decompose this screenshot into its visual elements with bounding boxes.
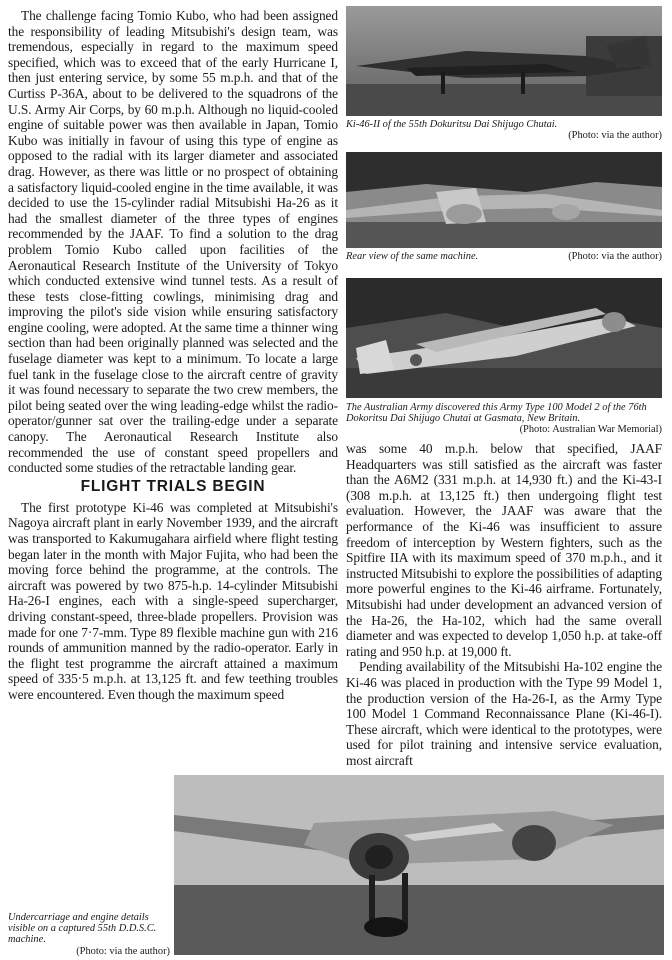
caption-text: The Australian Army discovered this Army Type 100 Model 2 of the 76th Dokoritsu Dai Shijugo Chutai at Gasmata, New Britain. — [346, 402, 647, 425]
photo-caption — [346, 251, 662, 262]
photo-aircraft-rear-view — [346, 152, 662, 248]
body-paragraph: Pending availability of the Mitsubishi Ha-102 engine the Ki-46 was placed in production with the Type 99 Model 1, the production version of the Ha-26-I, as the Army Type 100 Model 1 Command Reconnaissance Plane (Ki-46-I). These aircraft, which were identical to the prototypes, were used for pilot training and intensive service evaluation, most aircraft — [346, 659, 662, 768]
photo-caption — [346, 119, 662, 141]
photo-caption — [8, 912, 170, 957]
photo-caption — [346, 402, 662, 436]
photo-credit: (Photo: Australian War Memorial) — [519, 424, 662, 436]
body-paragraph: The challenge facing Tomio Kubo, who had been assigned the responsibility of leading Mitsubishi's design team, was tremendous, especially in regard to the maximum speed specified, which was to exceed that of the early Hurricane I, then just entering service, by some 55 m.p.h. and that of the Curtiss P-36A, about to be delivered to the squadrons of the U.S. Army Air Corps, by 60 m.p.h. Although no liquid-cooled engine of suitable power was then available in Japan, Tomio Kubo was initially in favour of using this type of engine as opposed to the radial with its larger diameter and associated drag. However, as there was little or no prospect of obtaining a satisfactory liquid-cooled engine in the time available, it was decided to use the 15-cylinder radial Mitsubishi Ha-26 as it had the smallest diameter of the three types of engines recommended by the JAAF. To find a solution to the drag problem Tomio Kubo called upon facilities of the Aeronautical Research Institute of the University of Tokyo which conducted extensive wind tunnel tests. As a result of these tests close-fitting cowlings, minimising drag and improving the pilot's side vision while ensuring satisfactory engine cooling, were adopted. At the same time a thinner wing section than had been originally planned was selected and the fuselage diameter was kept to a minimum. To locate a large fuel tank in the fuselage close to the aircraft centre of gravity it was found necessary to separate the two crew members, the pilot being seated over the wing leading-edge whilst the radio-operator/gunner sat over the trailing-edge under a separate canopy. The Aeronautical Research Institute also recommended the use of constant speed propellers and conducted some studies of the retractable landing gear. — [8, 8, 338, 476]
photo-credit: (Photo: via the author) — [568, 251, 662, 262]
photo-aircraft-gasmata — [346, 278, 662, 398]
photo-aircraft-side-view — [346, 6, 662, 116]
caption-text: Rear view of the same machine. — [346, 251, 479, 262]
photo-aircraft-undercarriage — [174, 775, 664, 955]
photo-credit: (Photo: via the author) — [76, 945, 170, 957]
body-paragraph: The first prototype Ki-46 was completed at Mitsubishi's Nagoya aircraft plant in early November 1939, and the aircraft was transported to Kakumugahara airfield where flight testing began later in the month with Major Fujita, who had been the moving force behind the programme, at the controls. The aircraft was powered by two 875-h.p. 14-cylinder Mitsubishi Ha-26-I engines, each with a single-speed supercharger, driving constant-speed, three-blade propellers. Provision was made for one 7·7-mm. Type 89 flexible machine gun with 216 rounds of ammunition manned by the radio-operator. Early in the flight test programme the aircraft attained a maximum speed of 335·5 m.p.h. at 13,125 ft. and few teething troubles were encountered. Even though the maximum speed — [8, 499, 338, 702]
right-column — [346, 441, 662, 768]
section-heading: FLIGHT TRIALS BEGIN — [80, 477, 266, 495]
caption-text: Ki-46-II of the 55th Dokuritsu Dai Shijugo Chutai. — [346, 119, 558, 130]
body-paragraph: was some 40 m.p.h. below that specified, JAAF Headquarters was still satisfied as the aircraft was faster than the A6M2 (331 m.p.h. at 14,930 ft.) and the Ki-43-I (308 m.p.h. at 13,125 ft.) then undergoing flight test evaluation. However, the JAAF was aware that the performance of the Ki-46 was insufficient to assure freedom of interception by Western fighters, such as the Spitfire IIA with its maximum speed of 370 m.p.h., and it instructed Mitsubishi to explore the possibilities of adapting more powerful engines to the Ki-46 airframe. Fortunately, Mitsubishi had under development an advanced version of the Ha-26, the Ha-102, which had the same overall diameter and was expected to develop 1,050 h.p. at take-off rating and 950 h.p. at 19,000 ft. — [346, 441, 662, 659]
left-column — [8, 8, 338, 703]
caption-text: Undercarriage and engine details visible on a captured 55th D.D.S.C. machine. — [8, 912, 157, 946]
photo-credit: (Photo: via the author) — [568, 130, 662, 142]
